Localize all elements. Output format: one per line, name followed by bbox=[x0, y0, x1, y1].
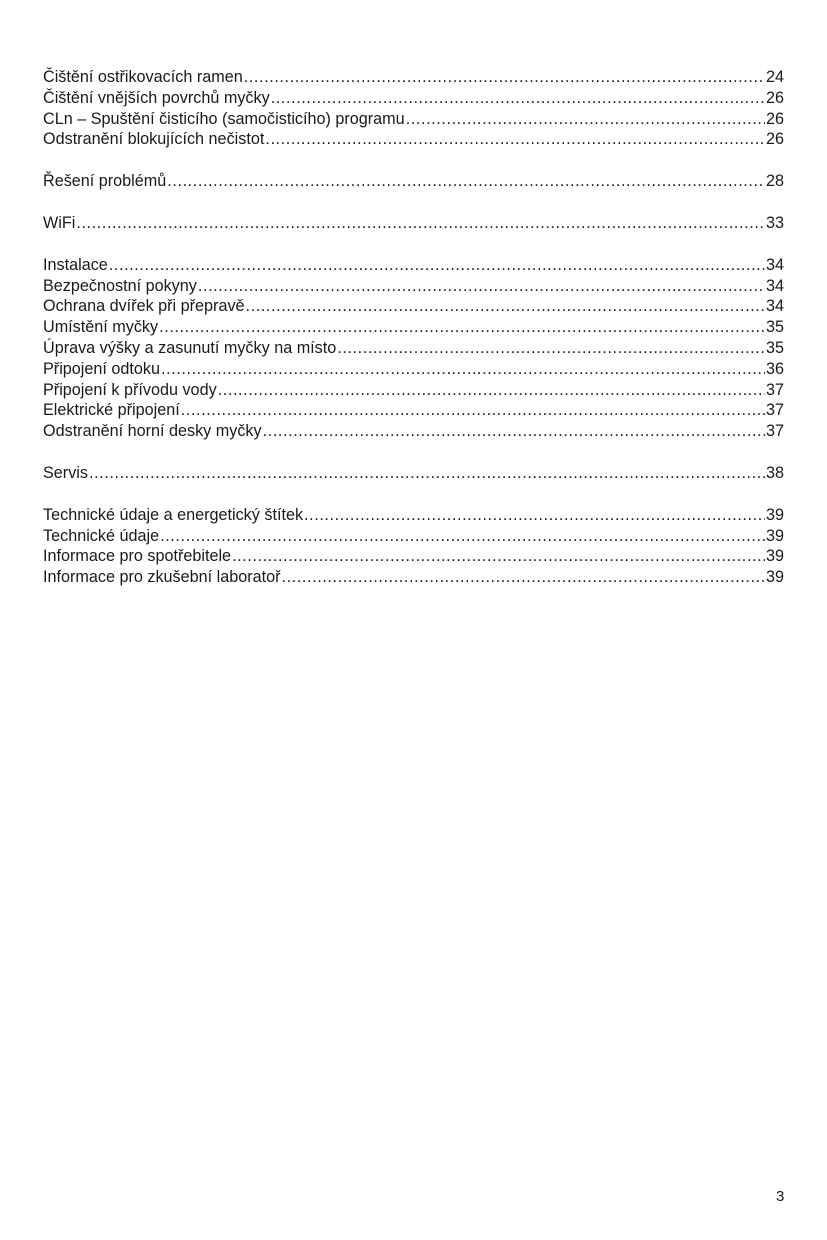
toc-entry-page: 26 bbox=[765, 109, 784, 128]
toc-entry[interactable] bbox=[43, 171, 784, 192]
toc-entry-page: 35 bbox=[765, 338, 784, 357]
toc-entry-title: Čištění vnějších povrchů myčky bbox=[43, 88, 270, 107]
toc-entry-title: Informace pro zkušební laboratoř bbox=[43, 568, 281, 587]
toc-entry-page: 37 bbox=[765, 380, 784, 399]
toc-entry[interactable] bbox=[43, 67, 784, 88]
toc-entry[interactable] bbox=[43, 380, 784, 401]
toc-leader-dots bbox=[406, 109, 765, 130]
toc-entry[interactable] bbox=[43, 296, 784, 317]
toc-entry-title: Odstranění blokujících nečistot bbox=[43, 130, 265, 149]
toc-entry-page: 34 bbox=[765, 276, 784, 295]
toc-entry-title: Ochrana dvířek při přepravě bbox=[43, 297, 245, 316]
toc-entry-title: Čištění ostřikovacích ramen bbox=[43, 68, 243, 86]
toc-leader-dots bbox=[89, 463, 765, 484]
toc-leader-dots bbox=[232, 546, 765, 567]
toc-entry-title: Bezpečnostní pokyny bbox=[43, 276, 197, 295]
toc-entry[interactable] bbox=[43, 109, 784, 130]
toc-entry-title: Instalace bbox=[43, 255, 108, 274]
toc-entry-page: 26 bbox=[765, 130, 784, 149]
toc-entry-page: 34 bbox=[765, 297, 784, 316]
toc-entry[interactable] bbox=[43, 213, 784, 234]
toc-entry-page: 35 bbox=[765, 318, 784, 337]
toc-group bbox=[43, 67, 784, 150]
toc-entry-page: 39 bbox=[765, 526, 784, 545]
toc-leader-dots bbox=[161, 359, 765, 380]
toc-entry-page: 37 bbox=[765, 422, 784, 441]
toc-entry[interactable] bbox=[43, 88, 784, 109]
toc-entry-page: 37 bbox=[765, 401, 784, 420]
toc-entry-page: 34 bbox=[765, 255, 784, 274]
toc-entry-page: 33 bbox=[765, 213, 784, 232]
toc-entry-title: Odstranění horní desky myčky bbox=[43, 422, 262, 441]
toc-group bbox=[43, 463, 784, 484]
toc-leader-dots bbox=[198, 276, 765, 297]
toc-entry[interactable] bbox=[43, 546, 784, 567]
toc-entry[interactable] bbox=[43, 129, 784, 150]
toc-entry-page: 39 bbox=[765, 547, 784, 566]
toc-entry[interactable] bbox=[43, 276, 784, 297]
toc-leader-dots bbox=[76, 213, 765, 234]
table-of-contents bbox=[43, 67, 784, 609]
toc-entry-page: 38 bbox=[765, 463, 784, 482]
toc-entry[interactable] bbox=[43, 359, 784, 380]
toc-group bbox=[43, 213, 784, 234]
toc-leader-dots bbox=[246, 296, 765, 317]
toc-entry[interactable] bbox=[43, 421, 784, 442]
toc-group bbox=[43, 171, 784, 192]
toc-entry[interactable] bbox=[43, 400, 784, 421]
toc-leader-dots bbox=[265, 129, 765, 150]
toc-group bbox=[43, 255, 784, 442]
toc-entry-title: Připojení k přívodu vody bbox=[43, 380, 217, 399]
toc-leader-dots bbox=[109, 255, 765, 276]
toc-entry[interactable] bbox=[43, 505, 784, 526]
toc-entry-page: 26 bbox=[765, 88, 784, 107]
toc-entry-title: WiFi bbox=[43, 213, 76, 232]
toc-entry[interactable] bbox=[43, 526, 784, 547]
toc-leader-dots bbox=[271, 88, 765, 109]
page-number: 3 bbox=[776, 1188, 785, 1205]
toc-leader-dots bbox=[160, 526, 765, 547]
toc-entry[interactable] bbox=[43, 463, 784, 484]
toc-entry-title: Řešení problémů bbox=[43, 172, 167, 191]
toc-leader-dots bbox=[263, 421, 765, 442]
toc-leader-dots bbox=[244, 67, 765, 88]
toc-entry[interactable] bbox=[43, 255, 784, 276]
toc-leader-dots bbox=[337, 338, 765, 359]
toc-entry-title: Servis bbox=[43, 463, 88, 482]
toc-entry-title: CLn – Spuštění čisticího (samočisticího) programu bbox=[43, 109, 405, 128]
toc-entry[interactable] bbox=[43, 567, 784, 588]
toc-leader-dots bbox=[159, 317, 765, 338]
toc-leader-dots bbox=[304, 505, 765, 526]
toc-entry-title: Úprava výšky a zasunutí myčky na místo bbox=[43, 338, 337, 357]
toc-entry-page: 39 bbox=[765, 568, 784, 587]
toc-entry-page: 28 bbox=[765, 172, 784, 191]
toc-entry[interactable] bbox=[43, 338, 784, 359]
toc-entry-title: Elektrické připojení bbox=[43, 401, 180, 420]
toc-entry-title: Technické údaje a energetický štítek bbox=[43, 505, 304, 524]
toc-leader-dots bbox=[181, 400, 765, 421]
toc-group bbox=[43, 505, 784, 588]
toc-entry-page: 24 bbox=[765, 68, 784, 86]
toc-entry-title: Informace pro spotřebitele bbox=[43, 547, 232, 566]
toc-leader-dots bbox=[167, 171, 765, 192]
toc-entry-title: Technické údaje bbox=[43, 526, 160, 545]
toc-entry[interactable] bbox=[43, 317, 784, 338]
toc-leader-dots bbox=[218, 380, 765, 401]
toc-entry-title: Připojení odtoku bbox=[43, 359, 160, 378]
toc-entry-page: 39 bbox=[765, 505, 784, 524]
toc-entry-page: 36 bbox=[765, 359, 784, 378]
toc-entry-title: Umístění myčky bbox=[43, 318, 159, 337]
toc-leader-dots bbox=[282, 567, 765, 588]
